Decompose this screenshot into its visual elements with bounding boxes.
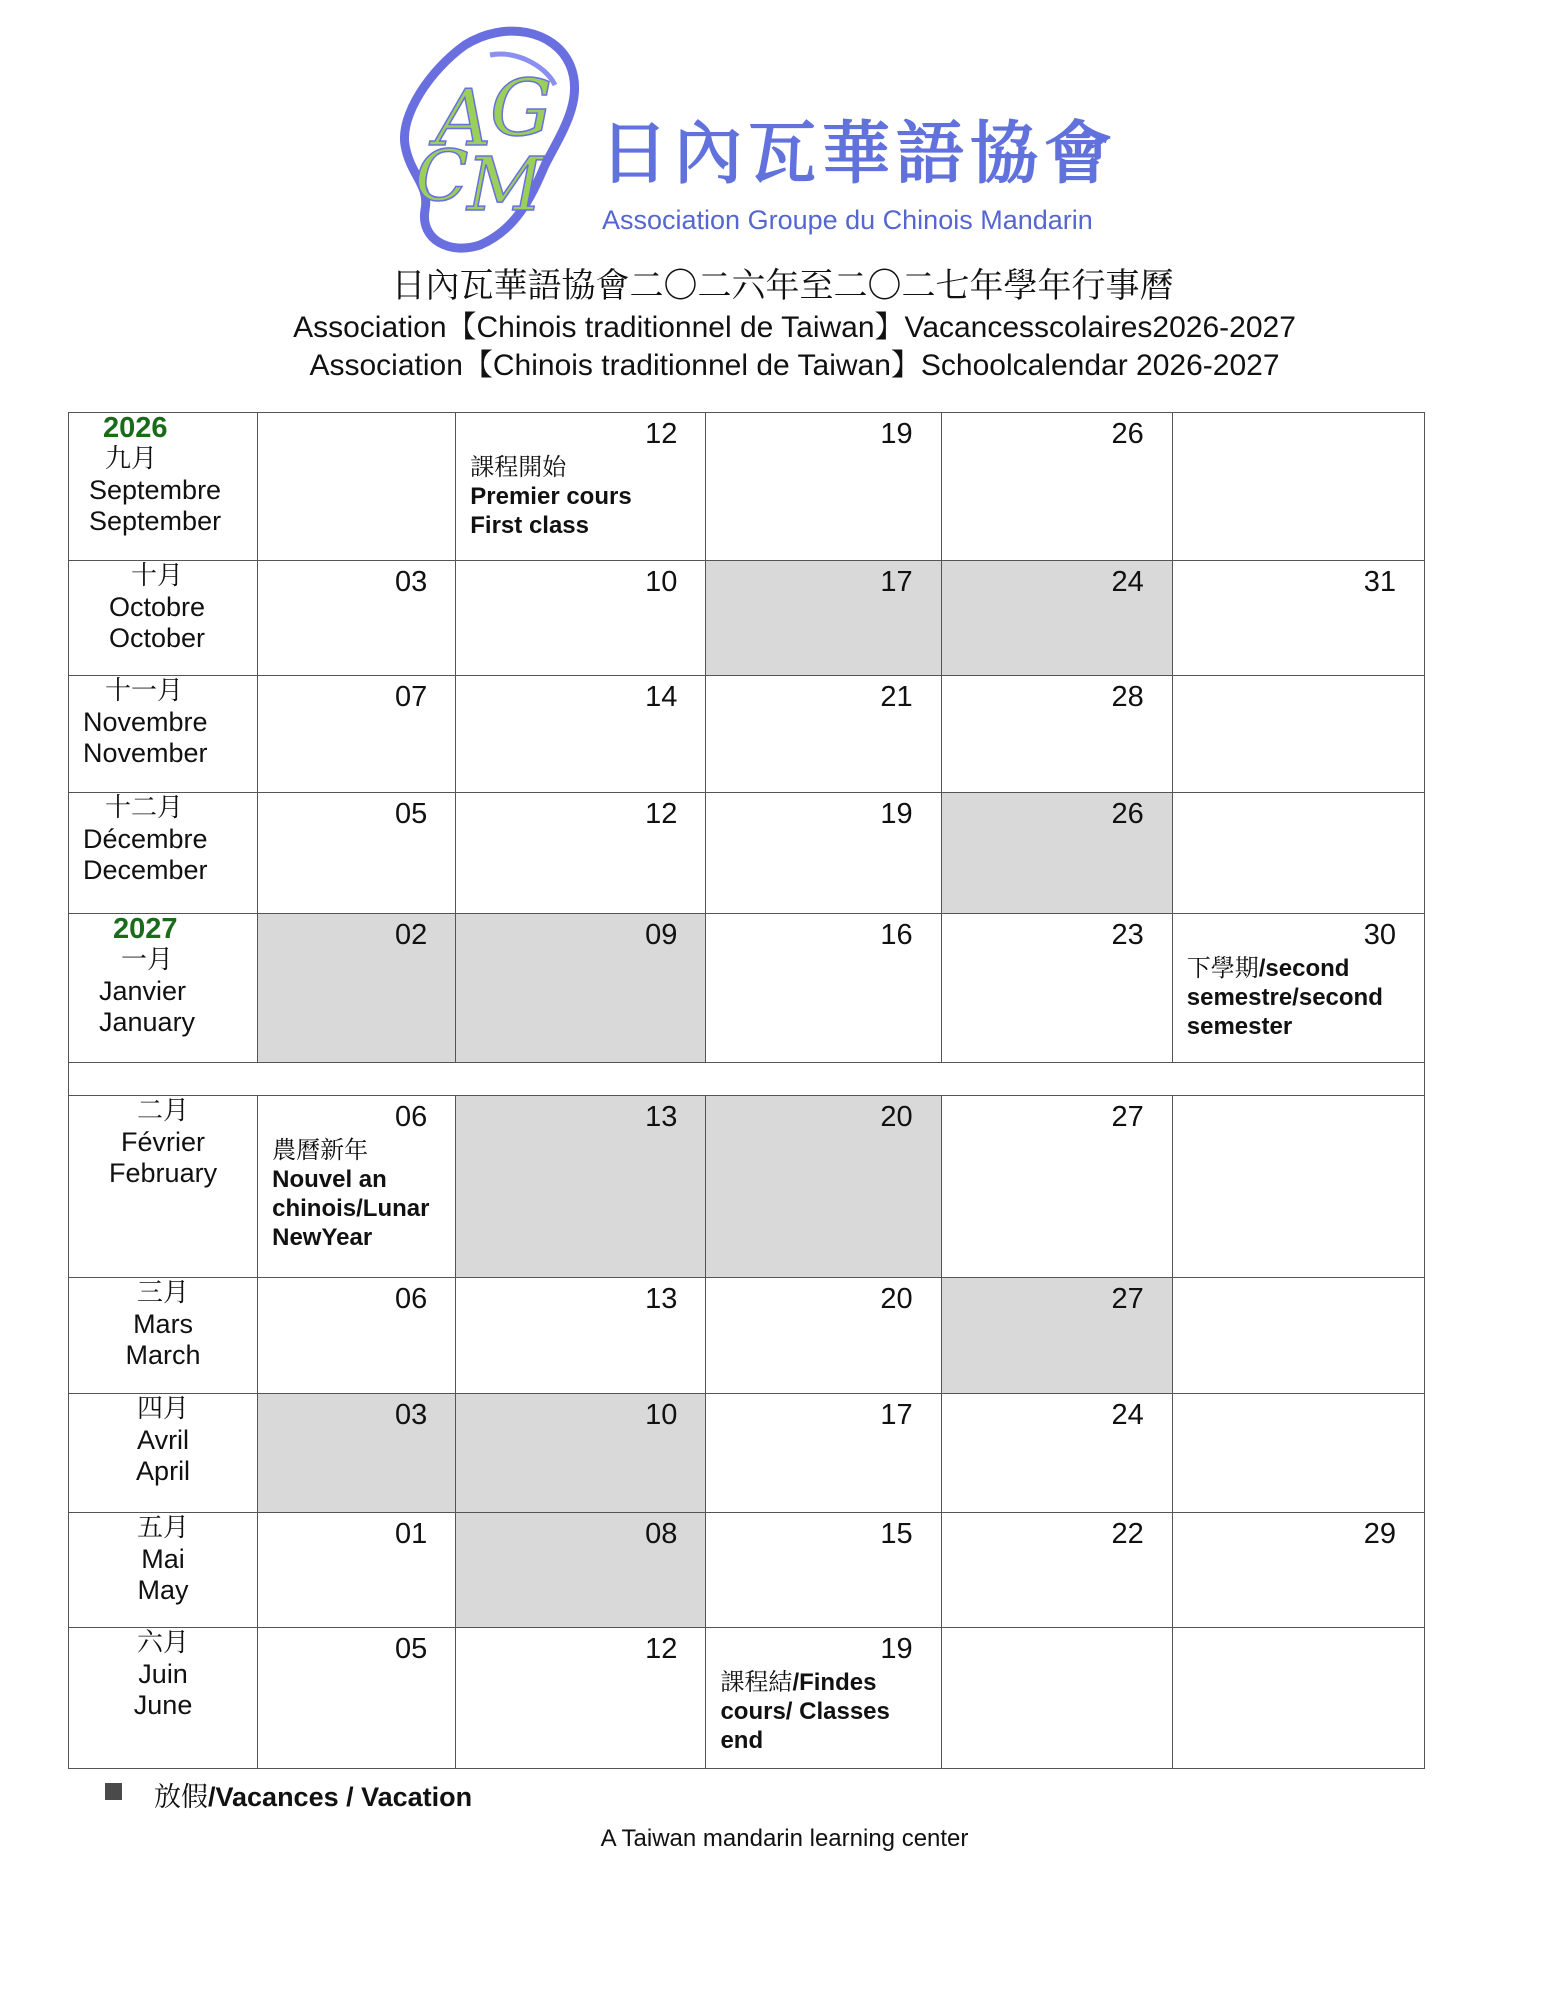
calendar-day-cell [706, 1513, 941, 1628]
calendar-day-cell [1172, 413, 1424, 561]
day-number: 28 [1111, 681, 1144, 713]
day-number [258, 413, 455, 417]
calendar-day-cell [1172, 914, 1424, 1063]
footer-tagline: A Taiwan mandarin learning center [600, 1825, 969, 1852]
month-label-cell [69, 561, 258, 676]
day-number [1173, 1278, 1424, 1282]
calendar-month-row [69, 1628, 1425, 1769]
month-name-english: January [99, 1007, 196, 1037]
day-number: 27 [1111, 1101, 1144, 1133]
month-name-english: December [83, 855, 208, 885]
month-name-chinese: 三月 [137, 1278, 190, 1308]
page-title-english: Association【Chinois traditionnel de Taiwan】Schoolcalendar 2026-2027 [309, 349, 1280, 382]
month-name-english: February [109, 1158, 218, 1188]
day-number: 15 [880, 1518, 913, 1550]
day-number: 03 [395, 566, 428, 598]
day-number: 09 [645, 919, 678, 951]
month-name-english: March [125, 1340, 201, 1370]
calendar-day-cell [456, 561, 706, 676]
calendar-day-cell [1172, 1278, 1424, 1394]
calendar-day-cell [258, 1513, 456, 1628]
calendar-day-cell [941, 413, 1172, 561]
day-number: 05 [395, 798, 428, 830]
month-name-french: Septembre [89, 475, 222, 505]
month-name-chinese: 二月 [137, 1096, 190, 1126]
month-label-cell [69, 1278, 258, 1394]
day-number: 14 [645, 681, 678, 713]
month-name-english: April [136, 1456, 191, 1486]
day-number: 13 [645, 1101, 678, 1133]
calendar-month-row [69, 1394, 1425, 1513]
calendar-day-cell [941, 1096, 1172, 1278]
calendar-month-row [69, 676, 1425, 793]
calendar-day-cell [706, 1394, 941, 1513]
day-number: 06 [395, 1101, 428, 1133]
day-number [1173, 1096, 1424, 1100]
day-number: 03 [395, 1399, 428, 1431]
day-number: 17 [880, 566, 913, 598]
day-number: 12 [645, 418, 678, 450]
month-name-chinese: 一月 [121, 945, 174, 975]
day-number: 01 [395, 1518, 428, 1550]
calendar-day-cell [706, 413, 941, 561]
calendar-month-row [69, 793, 1425, 914]
month-name-chinese: 十二月 [105, 793, 184, 823]
month-name-english: June [133, 1690, 193, 1720]
svg-text:A: A [435, 74, 492, 164]
school-calendar-table [68, 412, 1425, 1769]
month-name-english: October [109, 623, 206, 653]
day-number: 29 [1363, 1518, 1396, 1550]
day-number [942, 1628, 1172, 1632]
month-label-cell [69, 1628, 258, 1769]
event-note-text: /Findes cours/ Classes end [720, 1669, 890, 1754]
month-name-chinese: 九月 [105, 444, 158, 474]
month-name-french: Mars [133, 1309, 194, 1339]
calendar-day-cell [706, 1628, 941, 1769]
calendar-day-cell [706, 1278, 941, 1394]
svg-text:M: M [467, 142, 543, 228]
month-label-cell [69, 793, 258, 914]
calendar-day-cell [706, 676, 941, 793]
calendar-month-row [69, 561, 1425, 676]
day-number: 23 [1111, 919, 1144, 951]
calendar-day-cell [941, 1628, 1172, 1769]
calendar-day-cell-vacation [456, 1394, 706, 1513]
month-name-french: Octobre [109, 592, 206, 622]
day-number: 30 [1363, 919, 1396, 951]
month-label-cell [69, 1513, 258, 1628]
calendar-day-cell [456, 413, 706, 561]
calendar-day-cell-vacation [456, 1096, 706, 1278]
svg-text:G: G [490, 64, 553, 154]
calendar-day-cell [1172, 793, 1424, 914]
calendar-day-cell-vacation [258, 1394, 456, 1513]
day-number: 26 [1111, 798, 1144, 830]
day-number: 10 [645, 566, 678, 598]
calendar-day-cell [706, 793, 941, 914]
day-number: 19 [880, 798, 913, 830]
month-name-english: September [89, 506, 222, 536]
day-number [1173, 676, 1424, 680]
calendar-day-cell [706, 914, 941, 1063]
day-number: 20 [880, 1101, 913, 1133]
calendar-day-cell-vacation [258, 914, 456, 1063]
month-name-french: Avril [137, 1425, 190, 1455]
calendar-month-row [69, 914, 1425, 1063]
month-label-cell [69, 914, 258, 1063]
calendar-day-cell [258, 676, 456, 793]
event-note-text: Premier cours First class [470, 483, 632, 539]
day-number: 12 [645, 1633, 678, 1665]
day-number: 21 [880, 681, 913, 713]
day-number: 26 [1111, 418, 1144, 450]
calendar-day-cell [1172, 1513, 1424, 1628]
day-number: 19 [880, 418, 913, 450]
month-name-french: Novembre [83, 707, 208, 737]
day-number: 16 [880, 919, 913, 951]
calendar-day-cell-vacation [706, 1096, 941, 1278]
calendar-day-cell [456, 1278, 706, 1394]
month-label-cell [69, 1394, 258, 1513]
month-name-chinese: 五月 [137, 1513, 190, 1543]
day-number [1173, 1628, 1424, 1632]
legend-label-chinese: 放假 [154, 1782, 208, 1813]
calendar-month-row [69, 1096, 1425, 1278]
day-number: 10 [645, 1399, 678, 1431]
day-number: 20 [880, 1283, 913, 1315]
month-name-french: Janvier [99, 976, 187, 1006]
month-name-french: Février [121, 1127, 206, 1157]
day-number: 17 [880, 1399, 913, 1431]
agcm-logo-icon [395, 25, 585, 255]
day-number: 24 [1111, 566, 1144, 598]
calendar-day-cell [456, 676, 706, 793]
month-label-cell [69, 676, 258, 793]
logo-chinese-name: 日內瓦華語協會 [600, 114, 1119, 194]
day-number [1173, 793, 1424, 797]
month-name-french: Décembre [83, 824, 208, 854]
calendar-day-cell [1172, 561, 1424, 676]
calendar-day-cell-vacation [456, 1513, 706, 1628]
calendar-day-cell [258, 1628, 456, 1769]
day-number: 27 [1111, 1283, 1144, 1315]
day-number: 19 [880, 1633, 913, 1665]
day-number: 12 [645, 798, 678, 830]
month-name-chinese: 十一月 [105, 676, 184, 706]
month-label-cell [69, 413, 258, 561]
day-number [1173, 413, 1424, 417]
spacer-cell [69, 1063, 1425, 1096]
event-note-text: Nouvel an chinois/Lunar NewYear [272, 1166, 430, 1251]
day-number: 08 [645, 1518, 678, 1550]
event-note-chinese: 課程結 [720, 1668, 793, 1696]
day-number: 13 [645, 1283, 678, 1315]
page-title-french: Association【Chinois traditionnel de Taiwan】Vacancesscolaires2026-2027 [293, 311, 1296, 344]
calendar-day-cell [1172, 1096, 1424, 1278]
day-number: 02 [395, 919, 428, 951]
calendar-day-cell-vacation [941, 793, 1172, 914]
calendar-day-cell [941, 914, 1172, 1063]
calendar-day-cell [941, 1513, 1172, 1628]
month-name-chinese: 十月 [131, 561, 184, 591]
association-logo [395, 25, 1175, 255]
legend-label: /Vacances / Vacation [208, 1782, 473, 1812]
day-number: 31 [1363, 566, 1396, 598]
calendar-day-cell [258, 1278, 456, 1394]
svg-text:C: C [415, 135, 469, 217]
calendar-month-row [69, 1513, 1425, 1628]
calendar-day-cell-vacation [456, 914, 706, 1063]
vacation-legend [105, 1775, 472, 1814]
calendar-day-cell [456, 1628, 706, 1769]
month-name-french: Mai [141, 1544, 185, 1574]
page-title-chinese: 日內瓦華語協會二〇二六年至二〇二七年學年行事曆 [391, 266, 1174, 306]
day-number: 24 [1111, 1399, 1144, 1431]
event-note [258, 1134, 455, 1252]
vacation-swatch-icon [105, 1783, 122, 1800]
event-note-chinese: 農曆新年 [272, 1136, 369, 1164]
event-note-chinese: 課程開始 [470, 453, 567, 481]
month-name-chinese: 四月 [137, 1394, 190, 1424]
day-number: 05 [395, 1633, 428, 1665]
day-number: 06 [395, 1283, 428, 1315]
month-name-chinese: 六月 [137, 1628, 190, 1658]
day-number: 07 [395, 681, 428, 713]
calendar-day-cell [456, 793, 706, 914]
event-note-text: /second semestre/second semester [1186, 955, 1383, 1040]
month-label-cell [69, 1096, 258, 1278]
year-label: 2027 [113, 913, 178, 945]
calendar-spacer-row [69, 1063, 1425, 1096]
month-name-english: November [83, 738, 208, 768]
event-note [456, 451, 705, 540]
logo-english-name: Association Groupe du Chinois Mandarin [602, 205, 1093, 235]
calendar-day-cell [1172, 1394, 1424, 1513]
calendar-day-cell [258, 793, 456, 914]
calendar-day-cell [258, 1096, 456, 1278]
calendar-day-cell-vacation [706, 561, 941, 676]
event-note [706, 1666, 940, 1755]
calendar-month-row [69, 413, 1425, 561]
day-number [1173, 1394, 1424, 1398]
calendar-day-cell [258, 561, 456, 676]
calendar-day-cell-vacation [941, 561, 1172, 676]
calendar-day-cell-vacation [941, 1278, 1172, 1394]
calendar-day-cell [941, 1394, 1172, 1513]
calendar-day-cell [941, 676, 1172, 793]
event-note [1173, 952, 1424, 1041]
calendar-day-cell [1172, 676, 1424, 793]
event-note-chinese: 下學期 [1186, 954, 1259, 982]
day-number: 22 [1111, 1518, 1144, 1550]
calendar-day-cell [258, 413, 456, 561]
year-label: 2026 [103, 412, 168, 444]
month-name-french: Juin [138, 1659, 188, 1689]
calendar-day-cell [1172, 1628, 1424, 1769]
calendar-month-row [69, 1278, 1425, 1394]
month-name-english: May [137, 1575, 189, 1605]
